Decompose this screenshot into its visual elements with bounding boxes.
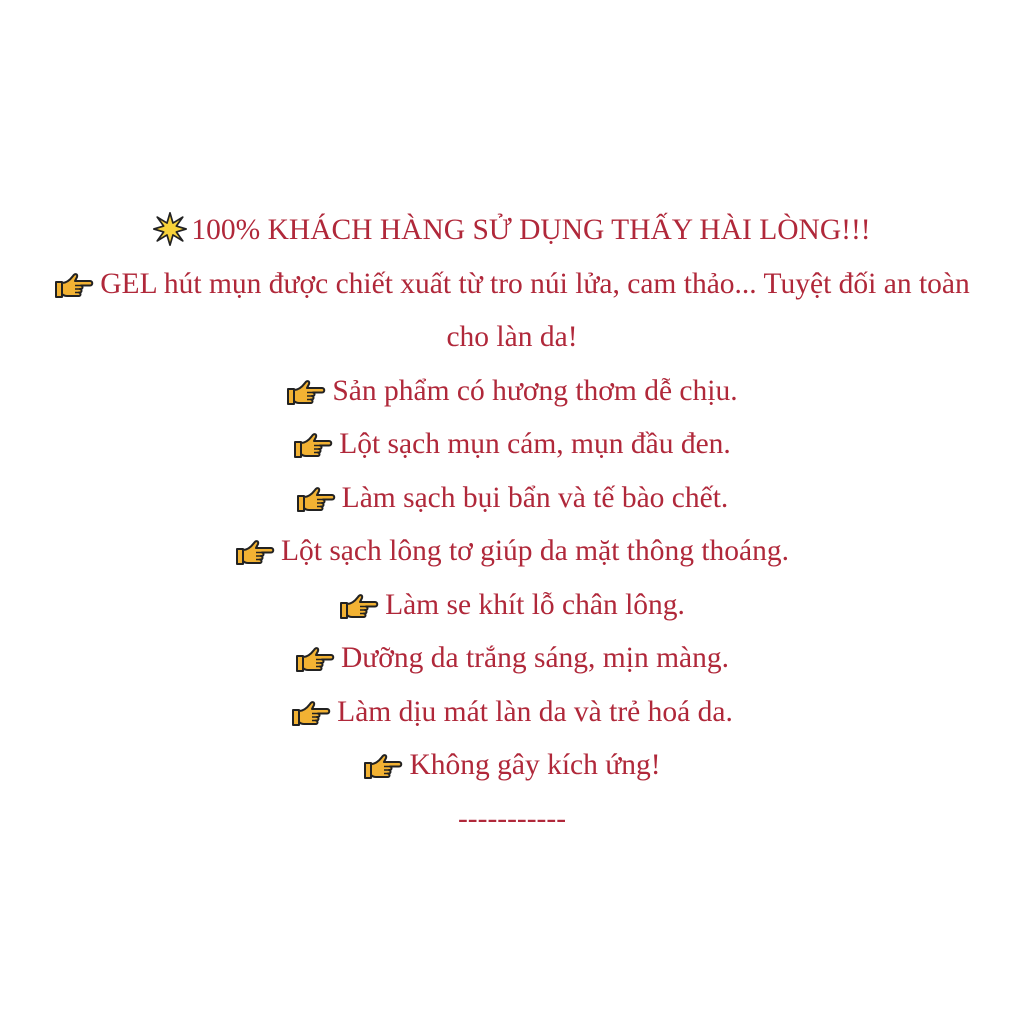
description-text-block bbox=[12, 204, 1012, 846]
section-divider: ----------- bbox=[457, 802, 567, 835]
benefit-item bbox=[12, 579, 1012, 633]
pointing-hand-icon bbox=[363, 752, 403, 782]
benefit-text: Không gây kích ứng! bbox=[409, 749, 661, 781]
pointing-hand-icon bbox=[295, 645, 335, 675]
benefit-text: Sản phẩm có hương thơm dễ chịu. bbox=[332, 374, 738, 407]
headline-text: 100% KHÁCH HÀNG SỬ DỤNG THẤY HÀI LÒNG!!! bbox=[191, 214, 871, 246]
benefit-text: Dưỡng da trắng sáng, mịn màng. bbox=[341, 642, 729, 674]
pointing-hand-icon bbox=[286, 378, 326, 408]
benefit-text: Làm sạch bụi bẩn và tế bào chết. bbox=[341, 481, 729, 514]
benefit-item bbox=[12, 365, 1012, 419]
benefit-item bbox=[12, 418, 1012, 472]
sparkle-star-icon bbox=[153, 212, 187, 246]
pointing-hand-icon bbox=[339, 592, 379, 622]
benefit-text: Làm se khít lỗ chân lông. bbox=[385, 588, 685, 621]
benefit-text: Lột sạch lông tơ giúp da mặt thông thoáng. bbox=[280, 535, 789, 567]
intro-line bbox=[12, 258, 1012, 365]
benefit-text: Làm dịu mát làn da và trẻ hoá da. bbox=[337, 695, 733, 728]
pointing-hand-icon bbox=[291, 699, 331, 729]
benefit-item bbox=[12, 632, 1012, 686]
benefit-text: Lột sạch mụn cám, mụn đầu đen. bbox=[339, 428, 731, 460]
benefit-item bbox=[12, 739, 1012, 793]
headline-line bbox=[12, 204, 1012, 258]
pointing-hand-icon bbox=[235, 538, 275, 568]
intro-text: GEL hút mụn được chiết xuất từ tro núi lửa, cam thảo... Tuyệt đối an toàn cho làn da! bbox=[100, 267, 970, 353]
benefit-item bbox=[12, 472, 1012, 526]
benefit-item bbox=[12, 525, 1012, 579]
benefit-item bbox=[12, 686, 1012, 740]
pointing-hand-icon bbox=[296, 485, 336, 515]
pointing-hand-icon bbox=[54, 271, 94, 301]
pointing-hand-icon bbox=[293, 431, 333, 461]
